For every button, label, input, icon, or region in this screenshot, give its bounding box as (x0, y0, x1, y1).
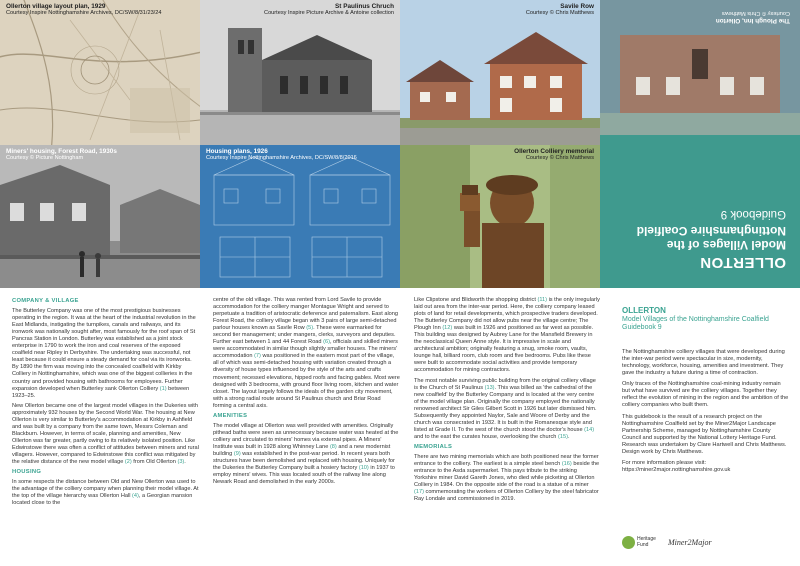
text: and to the east the curates house, overlooking the church (414, 433, 557, 440)
blueprint-drawing (200, 145, 400, 288)
caption-map (6, 4, 161, 17)
church-drawing (200, 0, 400, 145)
text: The model village at Ollerton was well provided with amenities. Originally pithead baths were seen as unnecessary because water was heated at the colliery and circulated to miners' homes via external pipes. A Miners' Institute was built in 1928 along Whinney Lane (213, 422, 399, 450)
paragraph: The Nottinghamshire colliery villages that were developed during the inter-war period were spectacular in size, modernity, technology, workforce, housing, amenities and investment. They gave the industry a future during a time of contraction. (622, 348, 785, 377)
homes-drawing (0, 145, 200, 288)
logos (622, 535, 742, 551)
guidebook-number: Guidebook 9 (622, 324, 662, 332)
caption-church (264, 4, 394, 17)
text-column-1 (12, 296, 199, 510)
caption-title: Miners' housing, Forest Road, 1930s (6, 148, 117, 155)
photo-st-paulinus-church (200, 0, 400, 145)
text: The Butterley Company was one of the most prestigious businesses operating in the region. It was at the heart of the industrial revolution in the East Midlands, instigating the turnpikes, canals and railways, and its ironwork was nationally sought after, most famously for the roof span of St Pancras Station in London. Butterley was established as a joint stock enterprise in 1790 to work the iron and coal reserves of the exposed coalfield near Ripley in Derbyshire. The undertaking was successful, not least because it could ensure a steady demand for coal via its ironworks. By 1890 the firm was moving into the concealed coalfield with Kirkby Colliery in Nottinghamshire, which was one of the biggest collieries in the country and provided housing with bathrooms for employees. Further expansion developed when Butterley sank Ollerton Colliery (12, 308, 196, 392)
heading-amenities: AMENITIES (213, 412, 248, 419)
guidebook-subtitle-block (622, 316, 790, 333)
map-reference: (9) (233, 450, 241, 457)
text: New Ollerton became one of the largest model villages in the Dukeries with approximately 932 houses by the Second World War. The housing at New Ollerton is very similar to Butterley's accommodation at Kirkby in Ashfield and was built by a company from the same town, Messrs Coleman and Blackburn. However, in terms of scale, planning and amenities, New Ollerton was far greater, partly owing to its relatively isolated position. Like Edwinstowe there was often a conflict of attitudes between miners and rural villagers. However, compared to Edwinstowe this conflict was mitigated by the relative distance of the new model village (12, 402, 199, 466)
paragraph: This guidebook is the result of a research project on the Nottinghamshire Coalfield set by the Miner2Major Landscape Partnership Scheme, managed by Nottinghamshire County Council and supported by the National Lottery Heritage Fund. Research was undertaken by Clare Hartwell and Chris Matthews. Design work by Chris Matthews. (622, 413, 787, 455)
map-reference: (3) (177, 459, 185, 466)
caption-title: St Paulinus Chruch (335, 3, 394, 10)
text: was built in 1926 and positioned as far west as possible. This building was designed by Aubrey Lane for the Mansfield Brewery in the neoclassical Queen Anne style. It is impressive in scale and architectural ambition; originally featuring a snug, smoke room, vaults, lounge hall, billiard room, club room and five bedrooms. Pubs like these were built to accommodate social activities and provide temporary accommodation for mining contractors. (414, 325, 594, 374)
map-reference: (15) (558, 433, 568, 440)
text: Like Clipstone and Blidworth the shopping district (414, 297, 536, 303)
cover-photo-plough-inn (600, 0, 800, 135)
cover-rotated (600, 0, 800, 288)
savile-drawing (400, 0, 600, 145)
text: . (184, 459, 186, 466)
memorial-drawing (400, 145, 600, 288)
text-column-4 (622, 306, 790, 478)
text-column-2 (213, 297, 400, 489)
cover-photo-caption (716, 9, 790, 23)
paragraph (12, 403, 199, 466)
map-reference: (7) (254, 353, 261, 360)
map-reference: (5) (306, 325, 314, 332)
heritage-fund-text: Heritage Fund (637, 536, 656, 548)
map-reference: (11) (537, 297, 547, 303)
map-reference: (16) (561, 461, 572, 468)
cover-photo-title: The Plough Inn, Ollerton (715, 17, 790, 24)
caption-title: Housing plans, 1926 (206, 148, 268, 155)
text: in 1937 to employ miners' wives. This was located south of the railway line along Newark Road and demolished in the early 2000s. (213, 465, 395, 486)
heading-memorials: MEMORIALS (414, 443, 453, 450)
guidebook-title: OLLERTON (622, 306, 666, 315)
map-reference: (12) (442, 325, 453, 332)
text: . This was billed as 'the cathedral of the new coalfield' by the Butterley Company and is located at the very centre of the model village plan. Originally the company employed the nationally renowned architect Sir Giles Gilbert Scott in 1926 but later dismissed him. Subsequently they appointed Naylor, Sale and Woore of Derby and the church was consecrated in 1932. It is built in the Romanesque style and listed at Grade II. To the west of the church stood the doctor's house (414, 384, 597, 433)
cover-title: OLLERTON (699, 254, 786, 271)
heritage-fund-mark-icon (622, 536, 635, 549)
text: The most notable surviving public building from the original colliery village is the Church of St Paulinus (414, 377, 596, 391)
cover-photo-credit: Courtesy © Chris Matthews (721, 10, 790, 17)
map-reference: (8) (329, 443, 337, 450)
map-reference: (6) (323, 339, 330, 346)
text: There are two mining memorials which are both positioned near the former entrance to the colliery. The earliest is a simple steel bench (414, 453, 599, 468)
map-reference: (10) (358, 465, 369, 472)
caption-colliery-memorial (514, 149, 594, 162)
cover-subtitle: Model Villages of the Nottinghamshire Coalfield (636, 224, 786, 252)
paragraph: Only traces of the Nottinghamshire coal-mining industry remain but what have survived are the colliery villages. Together they reflect the evolution of mining in the region and the ambition of the colliery companies who built them. (622, 381, 789, 409)
text: was established in the post-war period. In recent years both structures have been demolished and replaced with housing. Uniquely for the Dukeries the Butterley Company built a hosiery factory (213, 450, 395, 472)
heritage-fund-logo (622, 535, 658, 551)
heading-housing: HOUSING (12, 469, 42, 476)
miner2major-logo: Miner2Major (668, 538, 712, 547)
caption-credit: Courtesy Inspire Nottinghamshire Archives, DC/SW/8/8/2016 (206, 155, 357, 162)
paragraph (12, 479, 199, 507)
text: , officials and skilled miners were accommodated in similar though slightly smaller houses. The miners' accommodation (213, 339, 398, 360)
text: . These were earmarked for second tier management; under mangers, clerks, surveyors and deputies. Further east between 1 and 44 Forest Road (213, 325, 396, 346)
map-reference: (4) (132, 493, 139, 500)
caption-credit: Courtesy © Chris Matthews (525, 10, 594, 17)
paragraph (213, 423, 400, 486)
text: is the only irregularly laid out area from the inter-war period. Here, the colliery company leased plots of land for retail developments, which prospective traders developed. The Butterley Company did not allow pubs near the village centre; The Plough Inn (414, 297, 600, 332)
text: was positioned in the eastern most part of the village, all of which was semi-detached housing with variation created through a diversity of house types influenced by the style of the arts and crafts movement; recessed elevations, hipped roofs and facing gables. Most were designed with 3 bedrooms, with ground floor living room, kitchen and water closet. The layout largely follows the ideals of the garden city movement, with a strong radial route around St Paulinus church and Briar Road forming a central axis. (213, 353, 400, 409)
text: commemorating the workers of Ollerton Colliery by the steel fabricator Ray Londale and commissioned in 2019. (414, 489, 599, 503)
photo-village-layout-plan (0, 0, 200, 145)
map-reference: (2) (124, 459, 132, 466)
paragraph (622, 460, 790, 474)
text-column-3 (414, 297, 600, 506)
text: beside the entrance to the Asda supermarket. This pays tribute to the striking Yorkshire miner David Gareth Jones, who died while picketing at Ollerton Colliery in 1984. On the opposite side of the road is a statue of a miner (414, 461, 600, 489)
heading-company-village: COMPANY & VILLAGE (12, 298, 79, 304)
text: between 1923–25. (12, 385, 190, 399)
caption-title: Savile Row (560, 3, 594, 10)
photo-housing-plans (200, 145, 400, 288)
cover-guidebook: Guidebook 9 (720, 208, 786, 220)
text: from Old Ollerton (133, 459, 176, 466)
text: In some respects the distance between Old and New Ollerton was used to the advantage of the colliery company when planning their model village. At the top of the village hierarchy was Ollerton Hall (12, 479, 199, 500)
paragraph (213, 297, 400, 410)
map-reference: (17) (414, 489, 424, 496)
caption-credit: Courtesy © Chris Matthews (525, 155, 594, 162)
paragraph (12, 308, 199, 400)
cover-title-block (614, 207, 786, 270)
website-link[interactable]: https://miner2major.nottinghamshire.gov.uk (622, 467, 731, 474)
photo-miners-housing (0, 145, 200, 288)
caption-miners-housing (6, 149, 117, 162)
text: and a new modernist building (213, 443, 391, 457)
text: centre of the old village. This was rented from Lord Savile to provide accommodation for the colliery manger Montague Wright and served to perpetuate a tradition of aristocratic deference and paternalism. East along Forest Road, the colliery village began with 3 pairs of large semi-detached parlour houses known as Savile Row (213, 297, 399, 332)
paragraph (414, 454, 600, 503)
map-reference: (1) (159, 385, 167, 392)
caption-housing-plans (206, 149, 357, 162)
text: . (567, 433, 570, 440)
cover-panel (600, 0, 800, 288)
caption-title: Ollerton village layout plan, 1929 (6, 3, 106, 10)
caption-credit: Courtesy Inspire Picture Archive & Antoine collection (264, 10, 394, 17)
text: For more information please visit: (622, 460, 707, 467)
photo-colliery-memorial (400, 145, 600, 288)
caption-credit: Courtesy Inspire Nottinghamshire Archives, DC/SW/8/31/23/24 (6, 10, 162, 17)
guidebook-subtitle: Model Villages of the Nottinghamshire Coalfield (622, 315, 769, 323)
caption-savile-row (526, 4, 594, 17)
photo-savile-row (400, 0, 600, 145)
paragraph (414, 297, 600, 375)
map-drawing (0, 0, 200, 145)
caption-credit: Courtesy © Picture Nottingham (6, 155, 84, 162)
text: , a Georgian mansion located close to the (12, 493, 193, 507)
map-reference: (13) (484, 384, 495, 391)
caption-title: Ollerton Colliery memorial (514, 148, 594, 155)
paragraph (414, 378, 600, 441)
map-reference: (14) (584, 426, 595, 433)
